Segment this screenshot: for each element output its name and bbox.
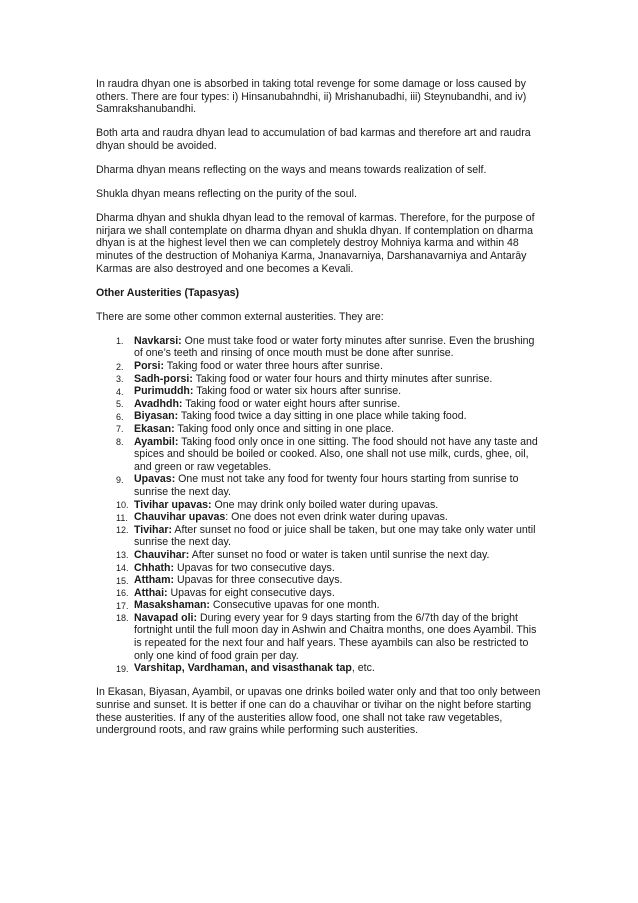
item-term: Upavas: [134, 473, 176, 486]
item-number: 12. [116, 525, 129, 536]
paragraph-removal-of-karmas: Dharma dhyan and shukla dhyan lead to the removal of karmas. Therefore, for the purpose of nirjara we shall contemplate on dharma dhyan and shukla dhyan. If contemplation on dharma dhyan is at the highest level then we can completely destroy Mohniya karma and within 48 minutes of the destruction of Mohaniya Karma, Jnanavarniya, Darshanavarniya and Antarāy Karmas are also destroyed and one becomes a Kevali. [96, 212, 535, 275]
item-number: 8. [116, 437, 124, 448]
item-description: One may drink only boiled water during upavas. [211, 498, 439, 511]
item-description: During every year for 9 days starting from the 6/7th day of the bright fortnight until the full moon day in Ashwin and Chaitra months, one does Ayambil. This is repeated for the next four and half years. These ayambils can also be restricted to only one kind of food grain per day. [134, 611, 537, 662]
list-item [96, 524, 546, 549]
paragraph-raudra-dhyan: In raudra dhyan one is absorbed in taking total revenge for some damage or loss caused by others. There are four types: i) Hinsanubahndhi, ii) Mrishanubadhi, iii) Steynubandhi, and iv) Samrakshanubandhi. [96, 78, 527, 116]
section-heading: Other Austerities (Tapasyas) [96, 286, 240, 299]
item-term: Sadh-porsi: [134, 372, 193, 385]
item-description: After sunset no food or water is taken until sunrise the next day. [189, 548, 490, 561]
item-description: Taking food or water eight hours after sunrise. [182, 397, 401, 410]
item-term: Navapad oli: [134, 611, 197, 624]
item-term: Attham: [134, 574, 175, 587]
item-number: 5. [116, 399, 124, 410]
item-number: 16. [116, 588, 129, 599]
list-item [96, 436, 546, 474]
item-description: Taking food only once and sitting in one place. [174, 422, 395, 435]
item-description: Taking food or water four hours and thirty minutes after sunrise. [192, 372, 493, 385]
item-term: Ekasan: [134, 422, 175, 435]
item-description: Upavas for two consecutive days. [174, 561, 335, 574]
item-term: Purimuddh: [134, 385, 194, 398]
item-term: Chauvihar upavas [134, 511, 226, 524]
list-item [96, 612, 546, 662]
item-term: Chhath: [134, 561, 175, 574]
list-item [96, 360, 546, 373]
item-term: Masakshaman: [134, 599, 210, 612]
list-item [96, 511, 546, 524]
item-term: Biyasan: [134, 410, 179, 423]
list-item [96, 562, 546, 575]
item-term: Atthai: [134, 586, 168, 599]
item-term: Varshitap, Vardhaman, and visasthanak tap [134, 662, 352, 675]
item-description: Taking food or water three hours after sunrise. [164, 360, 383, 372]
list-item [96, 587, 546, 600]
list-item [96, 473, 546, 498]
item-term: Ayambil: [134, 435, 179, 448]
list-item [96, 499, 546, 512]
list-item [96, 662, 546, 675]
list-item [96, 410, 546, 423]
item-description: Upavas for three consecutive days. [174, 574, 343, 587]
item-description: : One does not even drink water during upavas. [225, 511, 448, 524]
item-number: 1. [116, 336, 124, 347]
item-term: Porsi: [134, 360, 165, 372]
list-item [96, 423, 546, 436]
item-number: 17. [116, 600, 129, 611]
item-description: Taking food only once in one sitting. The food should not have any taste and spices and should be boiled or cooked. Also, one shall not use milk, curds, ghee, oil, and green or raw vegetables. [134, 435, 538, 473]
item-term: Tivihar: [134, 523, 173, 536]
item-description: Taking food or water six hours after sunrise. [193, 385, 402, 398]
item-number: 3. [116, 374, 124, 385]
item-number: 2. [116, 361, 124, 372]
item-number: 7. [116, 424, 124, 435]
item-term: Chauvihar: [134, 548, 190, 561]
list-item [96, 398, 546, 411]
item-description: One must not take any food for twenty four hours starting from sunrise to sunrise the next day. [134, 473, 519, 498]
closing-paragraph: In Ekasan, Biyasan, Ayambil, or upavas one drinks boiled water only and that too only between sunrise and sunset. It is better if one can do a chauvihar or tivihar on the night before starting these austerities. If any of the austerities allow food, one shall not take raw vegetables, underground roots, and raw grains while performing such austerities. [96, 686, 541, 737]
list-item [96, 549, 546, 562]
item-description: Consecutive upavas for one month. [209, 599, 380, 612]
paragraph-dharma-dhyan: Dharma dhyan means reflecting on the ways and means towards realization of self. [96, 163, 487, 176]
item-description: After sunset no food or juice shall be taken, but one may take only water until sunrise the next day. [134, 523, 536, 549]
item-number: 13. [116, 550, 129, 561]
item-description: Taking food twice a day sitting in one place while taking food. [178, 410, 467, 423]
page-content [96, 78, 546, 737]
item-term: Tivihar upavas: [134, 498, 212, 511]
list-item [96, 335, 546, 360]
item-description: One must take food or water forty minutes after sunrise. Even the brushing of one’s teeth and rinsing of once mouth must be done after sunrise. [134, 334, 535, 360]
item-number: 9. [116, 474, 124, 485]
austerities-intro: There are some other common external austerities. They are: [96, 310, 384, 323]
item-term: Avadhdh: [134, 397, 183, 410]
paragraph-shukla-dhyan: Shukla dhyan means reflecting on the purity of the soul. [96, 188, 357, 201]
item-term: Navkarsi: [134, 334, 182, 347]
item-number: 15. [116, 575, 129, 586]
list-item [96, 373, 546, 386]
item-number: 11. [116, 512, 128, 523]
paragraph-arta-raudra: Both arta and raudra dhyan lead to accumulation of bad karmas and therefore art and raudra dhyan should be avoided. [96, 127, 531, 152]
item-number: 18. [116, 613, 129, 624]
list-item [96, 574, 546, 587]
item-description: , etc. [351, 662, 375, 675]
list-item [96, 385, 546, 398]
item-number: 4. [116, 386, 124, 397]
item-number: 10. [116, 500, 129, 511]
austerities-list [96, 335, 546, 675]
item-number: 14. [116, 563, 129, 573]
item-description: Upavas for eight consecutive days. [167, 586, 335, 599]
list-item [96, 599, 546, 612]
item-number: 19. [116, 663, 129, 674]
item-number: 6. [116, 411, 124, 422]
